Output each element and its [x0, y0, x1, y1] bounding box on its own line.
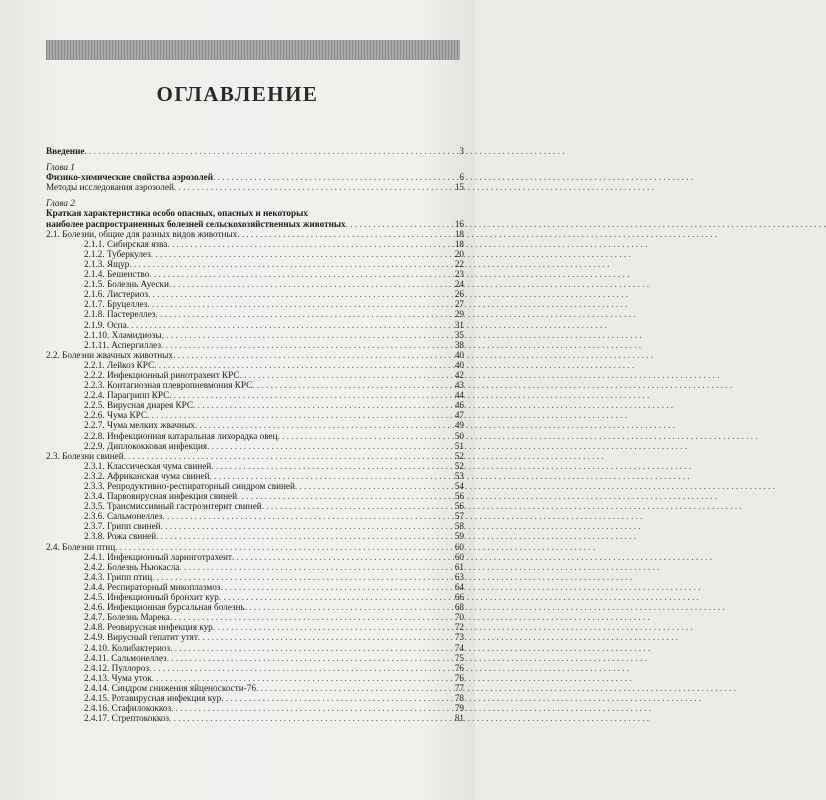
- dot-leader: [221, 693, 442, 703]
- toc-entry-page: 76: [454, 672, 464, 683]
- toc-subsection: [46, 693, 464, 703]
- dot-leader: [237, 229, 442, 239]
- toc-entry-text: 2.3.1. Классическая чума свиней: [84, 460, 212, 471]
- toc-subsection: [46, 531, 464, 541]
- dot-leader: [193, 400, 442, 410]
- toc-entry: [46, 172, 464, 182]
- toc-entry: [46, 219, 464, 229]
- toc-subsection: [46, 511, 464, 521]
- toc-entry-text: 2.1.10. Хламидиозы: [84, 329, 162, 340]
- dot-leader: [207, 441, 442, 451]
- toc-section: [46, 350, 464, 360]
- toc-entry-text: 2.1.11. Аспергиллез: [84, 339, 161, 350]
- toc-entry-page: 56: [454, 501, 464, 512]
- toc-subsection: [46, 269, 464, 279]
- toc-entry-text: Введение: [46, 146, 85, 156]
- toc-entry-text: 2.2.9. Диплококковая инфекция: [84, 440, 208, 451]
- toc-entry-page: 22: [454, 258, 464, 269]
- dot-leader: [115, 542, 442, 552]
- toc-entry-text: 2.3.4. Парвовирусная инфекция свиней: [84, 491, 237, 502]
- chapter-label: Глава 2: [46, 198, 75, 209]
- toc-entry-page: 58: [454, 521, 464, 532]
- dot-leader: [211, 461, 442, 471]
- dot-leader: [154, 360, 442, 370]
- toc-entry-page: 29: [454, 309, 464, 320]
- toc-entry-page: 75: [454, 652, 464, 663]
- toc-entry-text: 2.3.7. Грипп свиней: [84, 521, 161, 532]
- dot-leader: [127, 320, 442, 330]
- toc-entry-page: 31: [454, 319, 464, 330]
- dot-leader: [179, 562, 442, 572]
- dot-leader: [169, 713, 442, 723]
- dot-leader: [149, 269, 442, 279]
- toc-subsection: [46, 461, 464, 471]
- toc-entry-page: 47: [454, 410, 464, 421]
- toc-entry-page: 16: [454, 218, 464, 229]
- toc-entry-page: 56: [454, 491, 464, 502]
- toc-entry-page: 26: [454, 289, 464, 300]
- toc-subsection: [46, 330, 464, 340]
- toc-subsection: [46, 380, 464, 390]
- dot-leader: [167, 239, 442, 249]
- toc-entry-page: 27: [454, 299, 464, 310]
- dot-leader: [220, 582, 442, 592]
- toc-subsection: [46, 299, 464, 309]
- toc-entry-text: 2.4.15. Ротавирусная инфекция кур: [84, 692, 222, 703]
- toc-entry-page: 76: [454, 662, 464, 673]
- toc-entry-page: 81: [454, 713, 464, 724]
- toc-subsection: [46, 582, 464, 592]
- toc-entry-text: 2.1.7. Бруцеллез: [84, 299, 148, 310]
- toc-subsection: [46, 360, 464, 370]
- toc-entry-text: Физико-химические свойства аэрозолей: [46, 172, 214, 183]
- toc-subsection: [46, 259, 464, 269]
- toc-subsection: [46, 420, 464, 430]
- toc-entry-text: 2.4.1. Инфекционный ларинготрахеит: [84, 551, 232, 562]
- toc-entry-text: 2.2.3. Контагиозная плевропневмония КРС: [84, 380, 253, 391]
- toc-subsection: [46, 249, 464, 259]
- toc-entry-text: 2.4.4. Респираторный микоплазмоз: [84, 581, 221, 592]
- toc-entry-page: 68: [454, 602, 464, 613]
- toc-subsection: [46, 501, 464, 511]
- toc-entry-page: 38: [454, 339, 464, 350]
- dot-leader: [195, 420, 442, 430]
- toc-entry-page: 66: [454, 592, 464, 603]
- toc-entry-text: 2.1. Болезни, общие для разных видов животных: [46, 228, 238, 239]
- dot-leader: [174, 182, 442, 192]
- toc-entry-page: 74: [454, 642, 464, 653]
- toc-subsection: [46, 663, 464, 673]
- dot-leader: [151, 249, 442, 259]
- toc-subsection: [46, 521, 464, 531]
- toc-entry-page: 73: [454, 632, 464, 643]
- toc-entry-text: 2.2.1. Лейкоз КРС: [84, 359, 155, 370]
- toc-entry-page: 52: [454, 450, 464, 461]
- toc-subsection: [46, 562, 464, 572]
- toc-subsection: [46, 713, 464, 723]
- toc-entry-text: 2.4.2. Болезнь Ньюкасла: [84, 561, 180, 572]
- dot-leader: [295, 481, 442, 491]
- dot-leader: [152, 572, 442, 582]
- toc-subsection: [46, 340, 464, 350]
- toc-entry-text: 2.2.2. Инфекционный ринотрахеит КРС: [84, 369, 240, 380]
- toc-entry-page: 77: [454, 682, 464, 693]
- toc-entry-text: 2.4.7. Болезнь Марека: [84, 612, 170, 623]
- toc-entry-text: Методы исследования аэрозолей: [46, 182, 174, 193]
- dot-leader: [149, 663, 442, 673]
- toc-entry-page: 42: [454, 369, 464, 380]
- toc-entry-text: 2.1.8. Пастереллез: [84, 309, 156, 320]
- toc-entry-page: 59: [454, 531, 464, 542]
- toc-entry-page: 70: [454, 612, 464, 623]
- dot-leader: [169, 390, 442, 400]
- toc-subsection: [46, 289, 464, 299]
- toc-entry-text: 2.3.8. Рожа свиней: [84, 531, 157, 542]
- toc-entry-text: 2.3.6. Сальмонеллез: [84, 511, 163, 522]
- toc-subsection: [46, 491, 464, 501]
- dot-leader: [162, 511, 442, 521]
- toc-entry-page: 40: [454, 349, 464, 360]
- sections-list: [46, 229, 464, 724]
- toc-section: [46, 451, 464, 461]
- toc-entry-text: 2.2.8. Инфекционная катаральная лихорадка овец: [84, 430, 278, 441]
- toc-entry-page: 18: [454, 228, 464, 239]
- dot-leader: [170, 612, 442, 622]
- toc-entry-page: 60: [454, 541, 464, 552]
- toc-subsection: [46, 441, 464, 451]
- dot-leader: [240, 370, 442, 380]
- toc-entry-page: 60: [454, 551, 464, 562]
- toc-entry-text: 2.1.9. Оспа: [84, 319, 127, 330]
- dot-leader: [169, 279, 442, 289]
- toc-entry-page: 61: [454, 561, 464, 572]
- toc-subsection: [46, 370, 464, 380]
- toc-entry-page: 49: [454, 420, 464, 431]
- dot-leader: [245, 602, 442, 612]
- toc-entry-page: 54: [454, 481, 464, 491]
- toc-subsection: [46, 481, 464, 491]
- toc-entry-text: 2.4. Болезни птиц: [46, 541, 116, 552]
- toc-subsection: [46, 683, 464, 693]
- toc-subsection: [46, 552, 464, 562]
- toc-entry-text: наиболее распространенных болезней сельскохозяйственных животных: [46, 218, 346, 229]
- toc-subsection: [46, 410, 464, 420]
- toc-entry-page: 46: [454, 400, 464, 411]
- dot-leader: [161, 340, 442, 350]
- toc-entry-intro: [46, 146, 464, 156]
- toc-entry-page: 24: [454, 279, 464, 290]
- toc-subsection: [46, 592, 464, 602]
- dot-leader: [167, 653, 442, 663]
- toc-entry-text: 2.4.16. Стафилококкоз: [84, 703, 172, 714]
- toc-subsection: [46, 673, 464, 683]
- toc-entry-text: 2.4.14. Синдром снижения яйценоскости-76: [84, 682, 256, 693]
- dot-leader: [256, 683, 442, 693]
- toc-subsection: [46, 612, 464, 622]
- toc-entry-text: 2.4.9. Вирусный гепатит утят: [84, 632, 198, 643]
- toc-entry-text: 2.1.6. Листериоз: [84, 289, 149, 300]
- toc-subsection: [46, 653, 464, 663]
- dot-leader: [156, 531, 442, 541]
- toc-entry-page: 79: [454, 703, 464, 714]
- toc-entry-text: 2.3.2. Африканская чума свиней: [84, 470, 210, 481]
- toc-entry-text: 2.1.2. Туберкулез: [84, 248, 151, 259]
- toc-entry-text: 2.1.1. Сибирская язва: [84, 238, 168, 249]
- toc-entry-text: 2.4.8. Реовирусная инфекция кур: [84, 622, 213, 633]
- chapter-label: Глава 1: [46, 162, 75, 173]
- toc-entry-text: 2.1.5. Болезнь Ауески: [84, 279, 169, 290]
- toc-entry-page: 53: [454, 470, 464, 481]
- dot-leader: [162, 330, 442, 340]
- toc-entry-page: 64: [454, 581, 464, 592]
- toc-entry-page: 72: [454, 622, 464, 633]
- toc-entry-page: 63: [454, 571, 464, 582]
- toc-entry-page: 78: [454, 692, 464, 703]
- page-title: ОГЛАВЛЕНИЕ: [156, 82, 319, 106]
- dot-leader: [232, 552, 442, 562]
- dot-leader: [262, 501, 442, 511]
- dot-leader: [237, 491, 442, 501]
- table-of-contents: [46, 146, 464, 723]
- dot-leader: [346, 219, 442, 229]
- toc-subsection: [46, 622, 464, 632]
- toc-entry-text: 2.4.11. Сальмонеллез: [84, 652, 167, 663]
- toc-entry-page: 52: [454, 460, 464, 471]
- dot-leader: [198, 632, 442, 642]
- chapter-title-line: Краткая характеристика особо опасных, опасных и некоторых: [46, 208, 308, 219]
- toc-entry-text: 2.4.13. Чума уток: [84, 672, 152, 683]
- toc-subsection: [46, 703, 464, 713]
- toc-entry-page: 50: [454, 430, 464, 441]
- toc-subsection: [46, 320, 464, 330]
- dot-leader: [124, 451, 442, 461]
- toc-entry-text: 2.2.6. Чума КРС: [84, 410, 148, 421]
- toc-entry-page: 44: [454, 390, 464, 401]
- toc-entry-page: 18: [454, 238, 464, 249]
- toc-entry-text: 2.2.7. Чума мелких жвачных: [84, 420, 195, 431]
- toc-entry-text: 2.4.12. Пуллороз: [84, 662, 149, 673]
- toc-entry-text: 2.3.5. Трансмиссивный гастроэнтерит свиней: [84, 501, 262, 512]
- dot-leader: [156, 309, 442, 319]
- toc-subsection: [46, 390, 464, 400]
- toc-section: [46, 542, 464, 552]
- toc-entry-page: 15: [454, 182, 464, 193]
- dot-leader: [252, 380, 442, 390]
- toc-subsection: [46, 279, 464, 289]
- dot-leader: [161, 521, 442, 531]
- dot-leader: [213, 172, 442, 182]
- toc-entry-text: 2.3.3. Репродуктивно-респираторный синдром свиней: [84, 481, 295, 491]
- toc-entry-page: 20: [454, 248, 464, 259]
- dot-leader: [170, 643, 442, 653]
- dot-leader: [213, 622, 442, 632]
- dot-leader: [171, 703, 442, 713]
- toc-entry-page: 3: [459, 146, 464, 156]
- toc-entry-text: 2.1.4. Бешенство: [84, 269, 150, 280]
- toc-subsection: [46, 239, 464, 249]
- toc-subsection: [46, 309, 464, 319]
- toc-entry-page: 51: [454, 440, 464, 451]
- dot-leader: [152, 673, 442, 683]
- toc-entry-text: 2.3. Болезни свиней: [46, 450, 124, 461]
- dot-leader: [147, 299, 442, 309]
- toc-entry-text: 2.2.4. Парагрипп КРС: [84, 390, 170, 401]
- header-band: [46, 40, 460, 60]
- toc-entry-text: 2.4.17. Стрептококкоз: [84, 713, 170, 724]
- toc-entry-text: 2.4.6. Инфекционная бурсальная болезнь: [84, 602, 245, 613]
- toc-subsection: [46, 602, 464, 612]
- toc-entry-page: 35: [454, 329, 464, 340]
- toc-entry-text: 2.4.10. Колибактериоз: [84, 642, 171, 653]
- toc-entry-text: 2.4.5. Инфекционный бронхит кур: [84, 592, 219, 603]
- toc-subsection: [46, 643, 464, 653]
- toc-subsection: [46, 400, 464, 410]
- dot-leader: [278, 431, 442, 441]
- toc-entry-page: 6: [459, 172, 464, 183]
- toc-subsection: [46, 572, 464, 582]
- dot-leader: [84, 146, 442, 156]
- toc-entry-text: 2.2.5. Вирусная диарея КРС: [84, 400, 194, 411]
- dot-leader: [147, 410, 442, 420]
- dot-leader: [129, 259, 442, 269]
- dot-leader: [219, 592, 442, 602]
- toc-entry-text: 2.4.3. Грипп птиц: [84, 571, 153, 582]
- toc-entry: [46, 182, 464, 192]
- dot-leader: [210, 471, 442, 481]
- toc-subsection: [46, 471, 464, 481]
- toc-entry-page: 43: [454, 380, 464, 391]
- toc-entry-page: 57: [454, 511, 464, 522]
- toc-entry-page: 23: [454, 269, 464, 280]
- toc-section: [46, 229, 464, 239]
- dot-leader: [173, 350, 442, 360]
- toc-entry-text: 2.2. Болезни жвачных животных: [46, 349, 173, 360]
- toc-subsection: [46, 431, 464, 441]
- toc-entry-text: 2.1.3. Ящур: [84, 258, 130, 269]
- toc-entry-page: 40: [454, 359, 464, 370]
- toc-subsection: [46, 632, 464, 642]
- dot-leader: [148, 289, 442, 299]
